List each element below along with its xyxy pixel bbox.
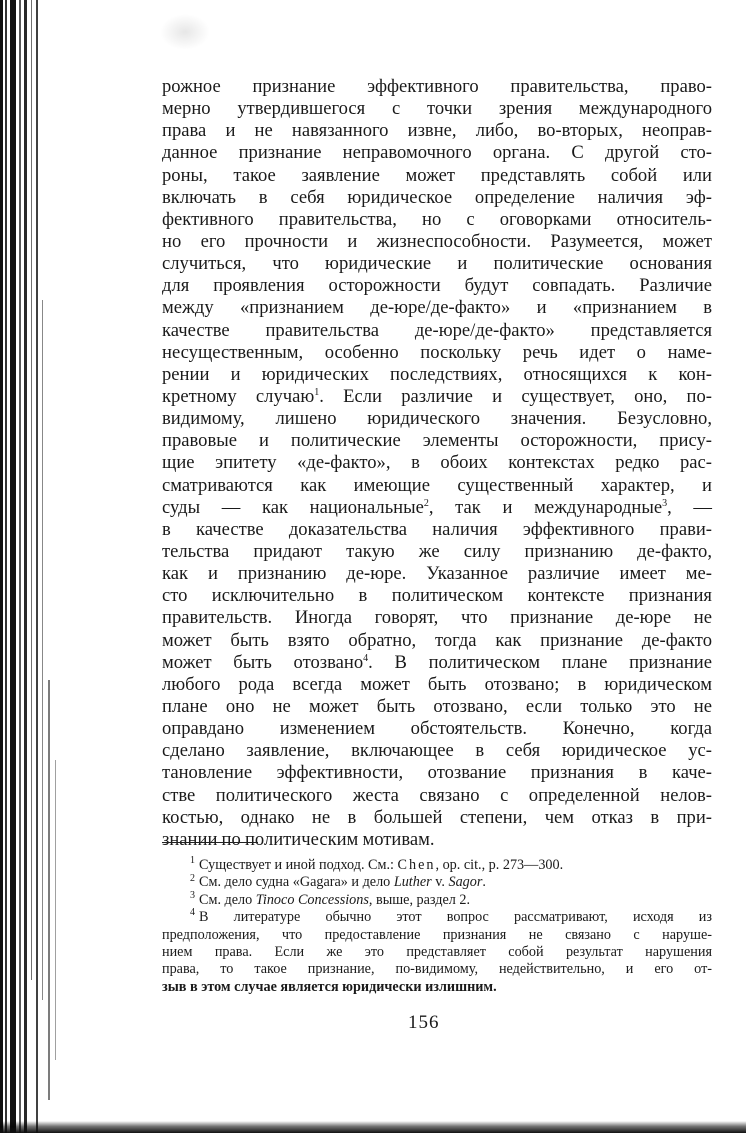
text-line: щие эпитету «де-факто», в обоих контекстах редко рас-: [162, 452, 712, 474]
text-line: тановление эффективности, отозвание признания в каче-: [162, 762, 712, 784]
footnote-text: См. дело: [199, 891, 256, 908]
footnote-4-line: зыв в этом случае является юридически излишним.: [162, 978, 497, 995]
text-line: права и не навязанного извне, либо, во-вторых, неоправ-: [162, 120, 712, 142]
text-line: любого рода всегда может быть отозвано; в юридическом: [162, 673, 712, 695]
text-line: но его прочности и жизнеспособности. Разумеется, может: [162, 230, 712, 252]
footnote-number: 2: [190, 872, 195, 884]
scan-binding-edge: [0, 0, 64, 1133]
footnote-ref[interactable]: 1: [314, 386, 320, 398]
text-line: [162, 386, 712, 408]
text-line: [162, 497, 712, 519]
text-line: роны, такое заявление может представлять собой или: [162, 164, 712, 186]
text-line: сматриваются как имеющие существенный характер, и: [162, 474, 712, 496]
text-line: включать в себя юридическое определение наличия эф-: [162, 186, 712, 208]
footnote-separator: [162, 842, 258, 843]
footnote-text: , выше, раздел 2.: [368, 891, 471, 908]
footnote-case-name: Tinoco Concessions: [255, 891, 369, 908]
text-segment: кретному случаю: [162, 385, 315, 407]
scan-bottom-edge: [0, 1121, 746, 1133]
footnote-4: [162, 909, 712, 926]
text-line: может быть взято обратно, тогда как признание де-факто: [162, 629, 712, 651]
text-line: рожное признание эффективного правительства, право-: [162, 76, 712, 97]
scan-smudge: [160, 14, 210, 50]
footnote-ref[interactable]: 2: [423, 497, 429, 509]
text-line: тельства придают такую же силу признанию де-факто,: [162, 540, 712, 562]
text-line: между «признанием де-юре/де-факто» и «признанием в: [162, 297, 712, 319]
text-segment: . В политическом плане признание: [368, 651, 713, 673]
footnote-case-name: Sagor: [448, 874, 483, 891]
footnote-text: .: [482, 874, 486, 891]
footnote-text: См. дело судна «Gagara» и дело: [199, 874, 394, 891]
footnote-text: Существует и иной подход. См.:: [199, 857, 398, 873]
text-line: костью, однако не в большей степени, чем отказ в при-: [162, 806, 712, 828]
text-segment: . Если различие и существует, оно, по-: [319, 385, 712, 407]
text-line: видимому, лишено юридического значения. Безусловно,: [162, 408, 712, 430]
text-line: знании по политическим мотивам.: [162, 828, 435, 850]
text-line: для проявления осторожности будут совпадать. Различие: [162, 275, 712, 297]
footnote-text: v.: [431, 874, 449, 891]
footnote-text: В литературе обычно этот вопрос рассматривают, исходя из: [199, 909, 712, 926]
footnote-3: [162, 892, 712, 909]
footnote-case-name: Luther: [393, 874, 432, 891]
text-line: данное признание неправомочного органа. С другой сто-: [162, 142, 712, 164]
footnote-author: Chen: [397, 857, 436, 873]
text-segment: может быть отозвано: [162, 651, 364, 673]
page-number: 156: [408, 1012, 440, 1033]
text-line: в качестве доказательства наличия эффективного прави-: [162, 518, 712, 540]
footnote-4-line: нием права. Если же это представляет собой результат нарушения: [162, 944, 712, 961]
footnote-text: , op. cit., p. 273—300.: [435, 857, 564, 873]
text-line: стве политического жеста связано с определенной нелов-: [162, 784, 712, 806]
text-line: фективного правительства, но с оговорками относитель-: [162, 208, 712, 230]
text-line: случиться, что юридические и политические основания: [162, 253, 712, 275]
footnotes: [162, 857, 712, 996]
text-segment: , —: [667, 496, 712, 518]
text-line: рении и юридических последствиях, относящихся к кон-: [162, 363, 712, 385]
body-text: [162, 76, 712, 851]
text-line: правительств. Иногда говорят, что признание де-юре не: [162, 607, 712, 629]
text-line: несущественным, особенно поскольку речь идет о наме-: [162, 341, 712, 363]
text-line: оправдано изменением обстоятельств. Конечно, когда: [162, 718, 712, 740]
footnote-number: 4: [190, 907, 195, 919]
footnote-ref[interactable]: 4: [363, 652, 369, 664]
footnote-1: [162, 857, 712, 874]
text-line: [162, 652, 712, 674]
text-line: мерно утвердившегося с точки зрения международного: [162, 98, 712, 120]
footnote-2: [162, 874, 712, 891]
text-line: правовые и политические элементы осторожности, прису-: [162, 430, 712, 452]
footnote-number: 3: [190, 890, 195, 902]
text-line: сделано заявление, включающее в себя юридическое ус-: [162, 740, 712, 762]
footnote-4-line: предположения, что предоставление признания не связано с наруше-: [162, 926, 712, 943]
text-segment: , так и международные: [428, 496, 663, 518]
text-segment: суды — как национальные: [162, 496, 424, 518]
text-line: плане оно не может быть отозвано, если только это не: [162, 695, 712, 717]
text-line: как и признанию де-юре. Указанное различие имеет ме-: [162, 563, 712, 585]
text-line: качестве правительства де-юре/де-факто» представляется: [162, 319, 712, 341]
footnote-4-line: права, то такое признание, по-видимому, недействительно, и его от-: [162, 961, 712, 978]
footnote-number: 1: [190, 855, 195, 867]
footnote-ref[interactable]: 3: [662, 497, 668, 509]
text-line: сто исключительно в политическом контексте признания: [162, 585, 712, 607]
